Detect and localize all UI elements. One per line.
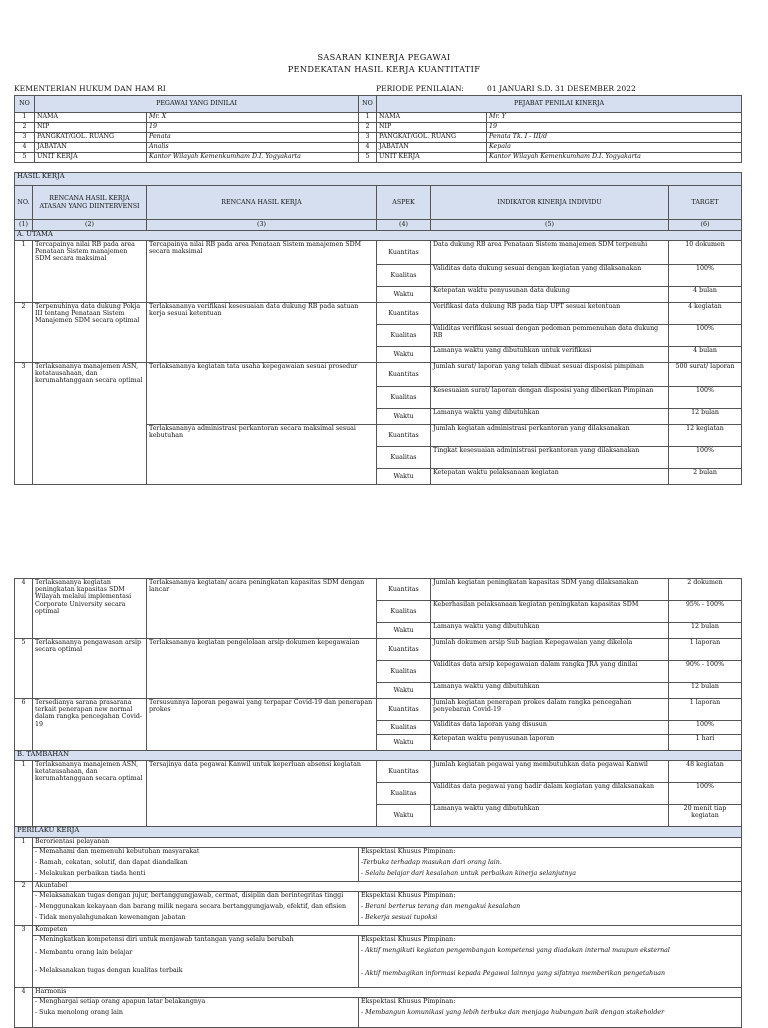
indikator: Lamanya waktu yang dibutuhkan untuk verifikasi	[431, 347, 669, 363]
rhk: Terlaksananya verifikasi kesesuaian data dukung RB pada satuan kerja sesuai ketentuan	[147, 303, 377, 363]
target: 100%	[669, 447, 742, 469]
behavior-title: Akuntabel	[33, 882, 742, 892]
indikator: Validitas verifikasi sesuai dengan pedoman pemmenuhan data dukung RB	[431, 325, 669, 347]
instansi-label: KEMENTERIAN HUKUM DAN HAM RI	[14, 84, 166, 93]
col-number: (3)	[147, 220, 377, 231]
info-no: 5	[359, 153, 377, 163]
info-row-pangkat	[15, 133, 742, 143]
col-number: (6)	[669, 220, 742, 231]
info-value: Penata Tk. I - III/d	[487, 133, 742, 143]
aspek: Kuantitas	[377, 579, 431, 601]
target: 12 kegiatan	[669, 425, 742, 447]
expectation-point: - Bekerja sesuai tupoksi	[361, 914, 438, 921]
expectation-label: Ekspektasi Khusus Pimpinan:	[361, 892, 456, 899]
indikator: Validitas data laporan yang disusun	[431, 721, 669, 735]
info-value: Mr. X	[147, 113, 359, 123]
info-label: UNIT KERJA	[377, 153, 487, 163]
behavior-no: 4	[15, 988, 33, 1028]
info-value: Kantor Wilayah Kemenkumham D.I. Yogyakarta	[487, 153, 742, 163]
section-utama: A. UTAMA	[15, 231, 742, 241]
behavior-point: - Tidak menyalahgunakan kewenangan jabatan	[35, 914, 186, 921]
info-value: 19	[487, 123, 742, 133]
pegawai-dinilai-header: PEGAWAI YANG DINILAI	[35, 96, 359, 113]
target: 12 bulan	[669, 623, 742, 639]
hasil-kerja-table-continued	[14, 578, 742, 827]
aspek: Waktu	[377, 735, 431, 751]
hasil-kerja-table	[14, 172, 742, 485]
info-no: 3	[359, 133, 377, 143]
indikator: Validitas data pegawai yang hadir dalam kegiatan yang dilaksanakan	[431, 783, 669, 805]
periode-value: 01 JANUARI S.D. 31 DESEMBER 2022	[487, 84, 636, 93]
rhk-atasan: Terlaksananya manajemen ASN, ketatausahaan, dan kerumahtanggaan secara optimal	[33, 363, 147, 485]
col-target-header: TARGET	[669, 186, 742, 220]
info-label: JABATAN	[35, 143, 147, 153]
target: 1 hari	[669, 735, 742, 751]
behavior-point: - Menghargai setiap orang apapun latar belakangnya	[35, 998, 206, 1005]
col-number: (5)	[431, 220, 669, 231]
info-no-header: NO	[15, 96, 35, 113]
info-no: 1	[359, 113, 377, 123]
info-row-nama	[15, 113, 742, 123]
behavior-point: - Memahami dan memenuhi kebutuhan masyarakat	[35, 848, 200, 855]
behavior-points	[33, 848, 359, 882]
col-number: (1)	[15, 220, 33, 231]
indikator: Jumlah kegiatan pegawai yang membutuhkan data pegawai Kanwil	[431, 761, 669, 783]
info-label: JABATAN	[377, 143, 487, 153]
target: 4 bulan	[669, 287, 742, 303]
indikator: Tingkat kesesuaian administrasi perkantoran yang dilaksanakan	[431, 447, 669, 469]
indikator: Jumlah dokumen arsip Sub bagian Kepegawaian yang dikelola	[431, 639, 669, 661]
employee-info-table	[14, 95, 742, 163]
behavior-no: 1	[15, 838, 33, 882]
info-no-header-right: NO	[359, 96, 377, 113]
periode-label: PERIODE PENILAIAN:	[376, 84, 464, 93]
target: 48 kegiatan	[669, 761, 742, 783]
col-aspek-header: ASPEK	[377, 186, 431, 220]
expectation-point: - Selalu belajar dari kesalahan untuk perbaikan kinerja selanjutnya	[361, 870, 576, 877]
col-rhk-header: RENCANA HASIL KERJA	[147, 186, 377, 220]
col-rhk-atasan-header: RENCANA HASIL KERJA ATASAN YANG DIINTERVENSI	[33, 186, 147, 220]
expectation-label: Ekspektasi Khusus Pimpinan:	[361, 936, 456, 943]
rhk: Terlaksananya kegiatan/ acara peningkatan kapasitas SDM dengan lancar	[147, 579, 377, 639]
section-tambahan: B. TAMBAHAN	[15, 751, 742, 761]
table-row	[15, 363, 742, 387]
info-row-unit	[15, 153, 742, 163]
target: 1 laporan	[669, 639, 742, 661]
table-row	[15, 241, 742, 265]
aspek: Waktu	[377, 469, 431, 485]
aspek: Kualitas	[377, 447, 431, 469]
target: 100%	[669, 265, 742, 287]
behavior-expectation	[359, 848, 742, 882]
behavior-point: - Melaksanakan tugas dengan kualitas terbaik	[35, 967, 183, 974]
row-no: 2	[15, 303, 33, 363]
rhk-atasan: Terlaksananya manajemen ASN, ketatausahaan, dan kerumahtanggaan secara optimal	[33, 761, 147, 827]
indikator: Ketepatan waktu penyusunan data dukung	[431, 287, 669, 303]
target: 100%	[669, 325, 742, 347]
rhk-atasan: Terlaksananya pengawasan arsip secara optimal	[33, 639, 147, 699]
target: 12 bulan	[669, 409, 742, 425]
info-label: NIP	[35, 123, 147, 133]
behavior-point: - Menggunakan kekayaan dan barang milik negara secara bertanggungjawab, efektif, dan efisien	[35, 903, 347, 910]
rhk-atasan: Tersedianya sarana prasarana terkait penerapan new normal dalam rangka pencegahan Covid-19	[33, 699, 147, 751]
info-no: 5	[15, 153, 35, 163]
expectation-label: Ekspektasi Khusus Pimpinan:	[361, 998, 456, 1005]
aspek: Waktu	[377, 683, 431, 699]
target: 95% - 100%	[669, 601, 742, 623]
info-no: 3	[15, 133, 35, 143]
rhk: Tersusunnya laporan pegawai yang terpapar Covid-19 dan penerapan prokes	[147, 699, 377, 751]
section-perilaku-kerja: PERILAKU KERJA	[15, 827, 742, 838]
aspek: Kualitas	[377, 387, 431, 409]
behavior-points	[33, 936, 359, 988]
expectation-point: -Terbuka terhadap masukan dari orang lain.	[361, 859, 502, 866]
info-value: Kantor Wilayah Kemenkumham D.I. Yogyakarta	[147, 153, 359, 163]
aspek: Kualitas	[377, 661, 431, 683]
behavior-point: - Suka menolong orang lain	[35, 1009, 123, 1016]
row-no: 3	[15, 363, 33, 485]
rhk: Terlaksananya kegiatan tata usaha kepegawaian sesuai prosedur	[147, 363, 377, 425]
table-row	[15, 579, 742, 601]
info-row-jabatan	[15, 143, 742, 153]
target: 4 kegiatan	[669, 303, 742, 325]
col-number: (4)	[377, 220, 431, 231]
indikator: Keberhasilan pelaksanaan kegiatan peningkatan kapasitas SDM	[431, 601, 669, 623]
aspek: Kuantitas	[377, 425, 431, 447]
target: 100%	[669, 721, 742, 735]
expectation-point: - Aktif mengikuti kegiatan pengembangan kompetensi yang diadakan internal maupun eksternal	[361, 947, 670, 954]
table-row	[15, 303, 742, 325]
rhk-atasan: Terlaksananya kegiatan peningkatan kapasitas SDM Wilayah melalui implementasi Corporate University secara optimal	[33, 579, 147, 639]
indikator: Lamanya waktu yang dibutuhkan	[431, 623, 669, 639]
info-label: NIP	[377, 123, 487, 133]
rhk-atasan: Tercapainya nilai RB pada area Penataan Sistem manajemen SDM secara maksimal	[33, 241, 147, 303]
target: 2 dokumen	[669, 579, 742, 601]
aspek: Waktu	[377, 805, 431, 827]
info-value: Analis	[147, 143, 359, 153]
expectation-label: Ekspektasi Khusus Pimpinan:	[361, 848, 456, 855]
col-no-header: NO.	[15, 186, 33, 220]
info-label: UNIT KERJA	[35, 153, 147, 163]
aspek: Kualitas	[377, 265, 431, 287]
table-row	[15, 761, 742, 783]
row-no: 5	[15, 639, 33, 699]
target: 12 bulan	[669, 683, 742, 699]
behavior-title: Berorientasi pelayanan	[33, 838, 742, 848]
target: 90% - 100%	[669, 661, 742, 683]
expectation-point: - Berani berterus terang dan mengakui kesalahan	[361, 903, 521, 910]
aspek: Kualitas	[377, 721, 431, 735]
aspek: Kualitas	[377, 783, 431, 805]
target: 10 dokumen	[669, 241, 742, 265]
aspek: Kualitas	[377, 601, 431, 623]
behavior-point: - Membantu orang lain belajar	[35, 949, 133, 956]
behavior-points	[33, 998, 359, 1028]
rhk: Terlaksananya administrasi perkantoran secara maksimal sesuai kebutuhan	[147, 425, 377, 485]
target: 100%	[669, 783, 742, 805]
aspek: Waktu	[377, 347, 431, 363]
aspek: Waktu	[377, 287, 431, 303]
behavior-point: - Melakukan perbaikan tiada henti	[35, 870, 146, 877]
section-hasil-kerja: HASIL KERJA	[15, 173, 742, 186]
behavior-title: Kompeten	[33, 926, 742, 936]
row-no: 1	[15, 761, 33, 827]
aspek: Waktu	[377, 623, 431, 639]
rhk: Tersajinya data pegawai Kanwil untuk keperluan absensi kegiatan	[147, 761, 377, 827]
indikator: Ketepatan waktu penyusunan laporan	[431, 735, 669, 751]
indikator: Validitas data dukung sesuai dengan kegiatan yang dilaksanakan	[431, 265, 669, 287]
info-no: 4	[15, 143, 35, 153]
target: 20 menit tiap kegiatan	[669, 805, 742, 827]
info-value: Mr. Y	[487, 113, 742, 123]
indikator: Ketepatan waktu pelaksanaan kegiatan	[431, 469, 669, 485]
aspek: Kuantitas	[377, 363, 431, 387]
indikator: Lamanya waktu yang dibutuhkan	[431, 805, 669, 827]
aspek: Kuantitas	[377, 303, 431, 325]
target: 500 surat/ laporan	[669, 363, 742, 387]
indikator: Jumlah kegiatan peningkatan kapasitas SDM yang dilaksanakan	[431, 579, 669, 601]
target: 4 bulan	[669, 347, 742, 363]
col-number: (2)	[33, 220, 147, 231]
behavior-no: 3	[15, 926, 33, 988]
doc-title: SASARAN KINERJA PEGAWAI	[317, 52, 451, 62]
row-no: 4	[15, 579, 33, 639]
aspek: Kuantitas	[377, 639, 431, 661]
behavior-no: 2	[15, 882, 33, 926]
aspek: Kuantitas	[377, 761, 431, 783]
aspek: Kuantitas	[377, 241, 431, 265]
indikator: Lamanya waktu yang dibutuhkan	[431, 683, 669, 699]
behavior-point: - Meningkatkan kompetensi diri untuk menjawab tantangan yang selalu berubah	[35, 936, 294, 943]
info-no: 4	[359, 143, 377, 153]
info-value: 19	[147, 123, 359, 133]
aspek: Kuantitas	[377, 699, 431, 721]
indikator: Validitas data arsip kepegawaian dalam rangka JRA yang dinilai	[431, 661, 669, 683]
indikator: Data dukung RB area Penataan Sistem manajemen SDM terpenuhi	[431, 241, 669, 265]
behavior-expectation	[359, 998, 742, 1028]
info-no: 1	[15, 113, 35, 123]
info-value: Kepala	[487, 143, 742, 153]
indikator: Kesesuaian surat/ laporan dengan disposisi yang diberikan Pimpinan	[431, 387, 669, 409]
doc-subtitle: PENDEKATAN HASIL KERJA KUANTITATIF	[287, 64, 481, 74]
behavior-point: - Ramah, cekatan, solutif, dan dapat diandalkan	[35, 859, 188, 866]
rhk: Tercapainya nilai RB pada area Penataan Sistem manajemen SDM secara maksimal	[147, 241, 377, 303]
indikator: Verifikasi data dukung RB pada tiap UPT sesuai ketentuan	[431, 303, 669, 325]
info-label: NAMA	[35, 113, 147, 123]
info-no: 2	[359, 123, 377, 133]
indikator: Jumlah kegiatan administrasi perkantoran yang dilaksanakan	[431, 425, 669, 447]
info-label: NAMA	[377, 113, 487, 123]
info-value: Penata	[147, 133, 359, 143]
row-no: 6	[15, 699, 33, 751]
table-row	[15, 639, 742, 661]
pejabat-penilai-header: PEJABAT PENILAI KINERJA	[377, 96, 742, 113]
behavior-title: Harmonis	[33, 988, 742, 998]
indikator: Lamanya waktu yang dibutuhkan	[431, 409, 669, 425]
aspek: Kualitas	[377, 325, 431, 347]
perilaku-kerja-table	[14, 826, 742, 1028]
target: 1 laporan	[669, 699, 742, 721]
target: 100%	[669, 387, 742, 409]
row-no: 1	[15, 241, 33, 303]
rhk-atasan: Terpenuhinya data dukung Pokja III tentang Penataan Sistem Manajemen SDM secara optimal	[33, 303, 147, 363]
info-label: PANGKAT/GOL. RUANG	[35, 133, 147, 143]
target: 2 bulan	[669, 469, 742, 485]
behavior-expectation	[359, 936, 742, 988]
indikator: Jumlah surat/ laporan yang telah dibuat sesuai disposisi pimpinan	[431, 363, 669, 387]
col-indikator-header: INDIKATOR KINERJA INDIVIDU	[431, 186, 669, 220]
aspek: Waktu	[377, 409, 431, 425]
behavior-expectation	[359, 892, 742, 926]
table-row	[15, 699, 742, 721]
info-label: PANGKAT/GOL. RUANG	[377, 133, 487, 143]
expectation-point: - Membangun komunikasi yang lebih terbuka dan menjaga hubungan baik dengan stakeholder	[361, 1009, 665, 1016]
info-no: 2	[15, 123, 35, 133]
indikator: Jumlah kegiatan penerapan prokes dalam rangka pencegahan penyebaran Covid-19	[431, 699, 669, 721]
rhk: Terlaksananya kegiatan pengelolaan arsip dokumen kepegawaian	[147, 639, 377, 699]
info-row-nip	[15, 123, 742, 133]
expectation-point: - Aktif membagikan informasi kepada Pegawai lainnya yang sifatnya memberikan pengetahuan	[361, 970, 666, 977]
behavior-point: - Melaksanakan tugas dengan jujur, bertanggungjawab, cermat, disiplin dan berintegritas tinggi	[35, 892, 344, 899]
behavior-points	[33, 892, 359, 926]
